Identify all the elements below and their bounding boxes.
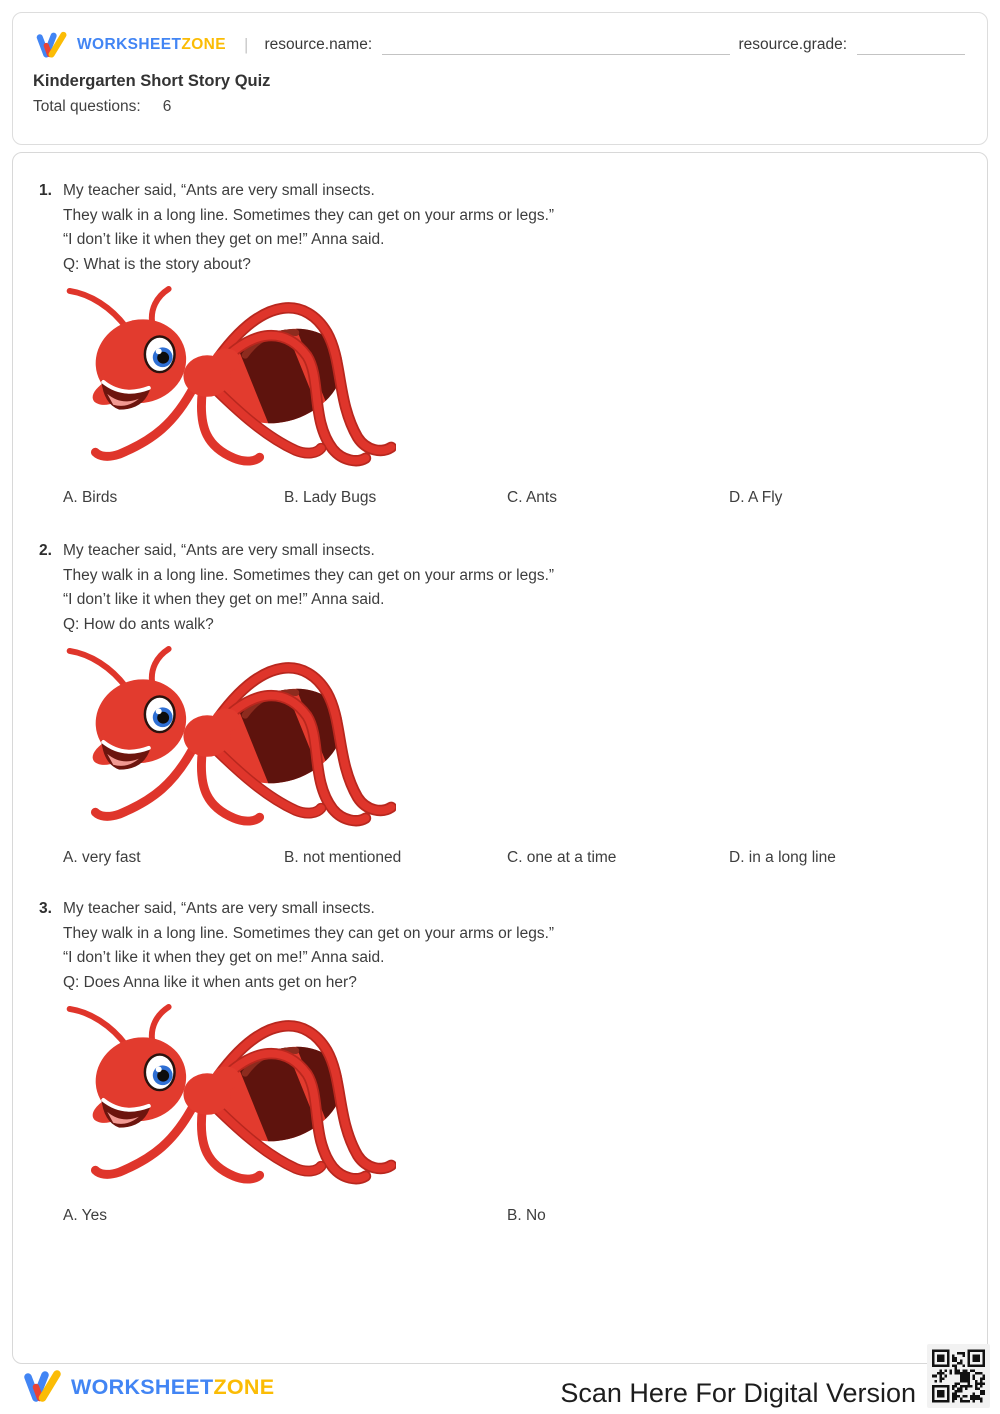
story-line: My teacher said, “Ants are very small insects. [63, 542, 375, 559]
separator: | [244, 35, 249, 54]
header-card [12, 12, 988, 145]
answer-option-b[interactable]: B. Lady Bugs [284, 489, 377, 506]
answer-option-d[interactable]: D. A Fly [729, 489, 783, 506]
answer-option-b[interactable]: B. not mentioned [284, 849, 402, 866]
ant-illustration [56, 645, 396, 833]
answer-option-c[interactable]: C. Ants [507, 489, 557, 506]
story-line: My teacher said, “Ants are very small insects. [63, 900, 375, 917]
answer-option-a[interactable]: A. Birds [63, 489, 118, 506]
question-text [13, 897, 987, 995]
question-number: 1. [39, 182, 52, 199]
question-text [13, 539, 987, 637]
brand-row [33, 30, 965, 60]
question-number: 2. [39, 542, 52, 559]
story-line: They walk in a long line. Sometimes they can get on your arms or legs.” [63, 924, 555, 942]
question-text [13, 179, 987, 277]
story-line: They walk in a long line. Sometimes they can get on your arms or legs.” [63, 206, 555, 224]
answer-option-a[interactable]: A. Yes [63, 1207, 107, 1224]
story-line: “I don’t like it when they get on me!” Anna said. [63, 231, 385, 248]
answer-option-d[interactable]: D. in a long line [729, 849, 836, 866]
ant-illustration [56, 285, 396, 473]
question-prompt: Q: How do ants walk? [63, 615, 214, 633]
resource-name-label: resource.name: [264, 36, 373, 53]
total-questions-value: 6 [162, 98, 172, 115]
worksheetzone-logo-icon [33, 30, 71, 61]
answers-row [13, 1207, 987, 1229]
answer-option-b[interactable]: B. No [507, 1207, 546, 1224]
question-number: 3. [39, 900, 52, 917]
footer-logo [20, 1368, 274, 1406]
brand-name [77, 36, 226, 54]
story-line: My teacher said, “Ants are very small insects. [63, 182, 375, 199]
answers-row [13, 489, 987, 511]
resource-name-field[interactable] [382, 35, 730, 55]
story-line: They walk in a long line. Sometimes they can get on your arms or legs.” [63, 566, 555, 584]
brand-name-zone: ZONE [213, 1374, 275, 1399]
story-line: “I don’t like it when they get on me!” Anna said. [63, 949, 385, 966]
qr-code [927, 1344, 990, 1408]
answers-row [13, 849, 987, 871]
brand-name [71, 1375, 274, 1400]
answer-option-a[interactable]: A. very fast [63, 849, 141, 866]
worksheetzone-logo-icon [20, 1368, 66, 1406]
resource-grade-field[interactable] [857, 35, 965, 55]
story-line: “I don’t like it when they get on me!” Anna said. [63, 591, 385, 608]
brand-name-worksheet: WORKSHEET [77, 36, 182, 53]
total-questions [33, 98, 965, 116]
ant-illustration [56, 1003, 396, 1191]
quiz-title: Kindergarten Short Story Quiz [33, 72, 271, 90]
question-2 [13, 539, 987, 871]
questions-card [12, 152, 988, 1364]
brand-name-zone: ZONE [181, 36, 227, 53]
answer-option-c[interactable]: C. one at a time [507, 849, 617, 866]
brand-name-worksheet: WORKSHEET [71, 1374, 214, 1399]
question-prompt: Q: Does Anna like it when ants get on her? [63, 973, 357, 991]
question-3 [13, 897, 987, 1229]
question-prompt: Q: What is the story about? [63, 255, 251, 273]
resource-grade-label: resource.grade: [738, 36, 847, 53]
question-1 [13, 179, 987, 511]
total-questions-label: Total questions: [33, 98, 141, 115]
scan-here-text: Scan Here For Digital Version [560, 1378, 916, 1408]
